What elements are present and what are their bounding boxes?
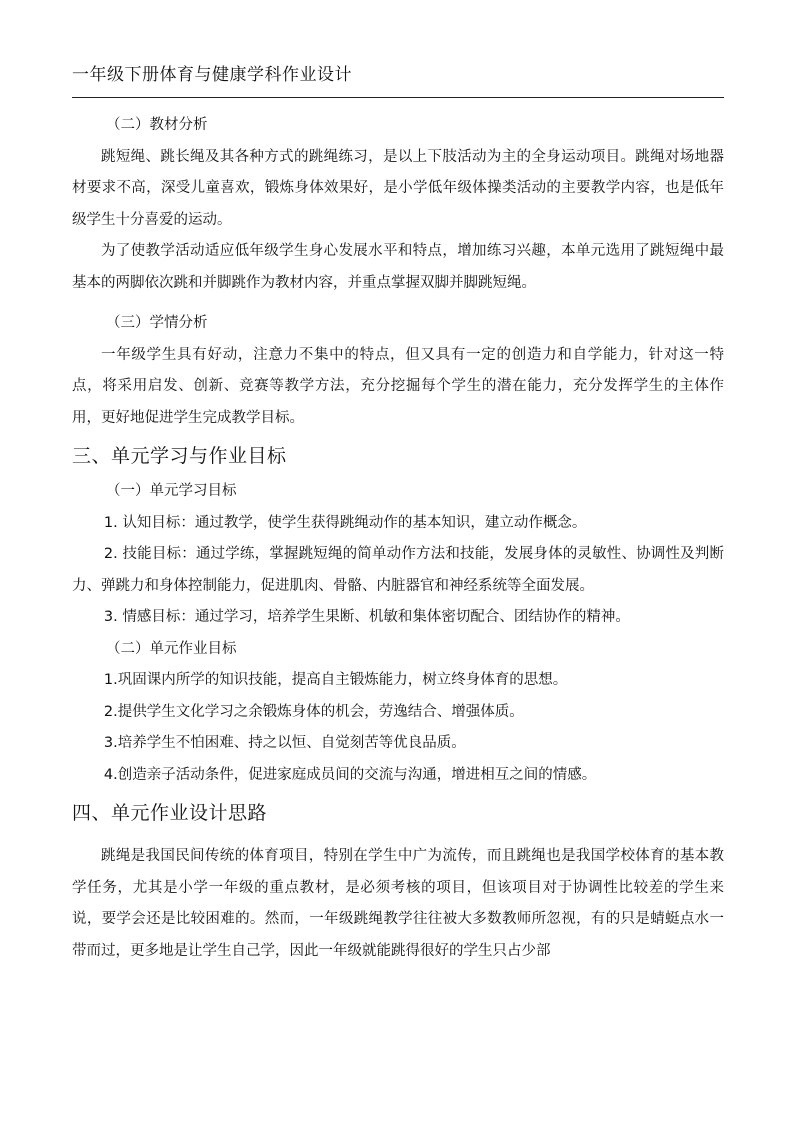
paragraph-design-1: 跳绳是我国民间传统的体育项目，特别在学生中广为流传，而且跳绳也是我国学校体育的基本教学任务，尤其是小学一年级的重点教材，是必须考核的项目，但该项目对于协调性比较差的学生来说，要学会还是比较困难的。然而，一年级跳绳教学往往被大多数教师所忽视，有的只是蜻蜓点水一带而过，更多地是让学生自己学，因此一年级就能跳得很好的学生只占少部	[72, 848, 724, 959]
paragraph-textbook-2: 为了使教学活动适应低年级学生身心发展水平和特点，增加练习兴趣，本单元选用了跳短绳中最基本的两脚依次跳和并脚跳作为教材内容，并重点掌握双脚并脚跳短绳。	[72, 243, 724, 291]
paragraph-textbook-1: 跳短绳、跳长绳及其各种方式的跳绳练习，是以上下肢活动为主的全身运动项目。跳绳对场地器材要求不高，深受儿童喜欢，锻炼身体效果好，是小学低年级体操类活动的主要教学内容，也是低年级学生十分喜爱的运动。	[72, 148, 724, 228]
section-heading-unit-goals: 三、单元学习与作业目标	[72, 445, 287, 467]
document-body	[72, 110, 724, 967]
learning-goal-item: 2. 技能目标：通过学练，掌握跳短绳的简单动作方法和技能，发展身体的灵敏性、协调性及判断力、弹跳力和身体控制能力，促进肌肉、骨骼、内脏器官和神经系统等全面发展。	[72, 546, 724, 594]
homework-goal-item: 1.巩固课内所学的知识技能，提高自主锻炼能力，树立终身体育的思想。	[103, 672, 568, 688]
subheading-learning-goals: （一）单元学习目标	[106, 483, 237, 499]
section-heading-design-ideas: 四、单元作业设计思路	[72, 802, 268, 824]
header-rule	[72, 97, 724, 98]
learning-goal-item: 3. 情感目标：通过学习，培养学生果断、机敏和集体密切配合、团结协作的精神。	[103, 609, 630, 625]
section-heading-learner-analysis: （三）学情分析	[106, 315, 208, 331]
paragraph-learner-1: 一年级学生具有好动，注意力不集中的特点，但又具有一定的创造力和自学能力，针对这一特点，将采用启发、创新、竞赛等教学方法，充分挖掘每个学生的潜在能力，充分发挥学生的主体作用，更好地促进学生完成教学目标。	[72, 346, 724, 426]
subheading-homework-goals: （二）单元作业目标	[106, 640, 237, 657]
homework-goal-item: 3.培养学生不怕困难、持之以恒、自觉刻苦等优良品质。	[103, 735, 466, 751]
section-heading-textbook-analysis: （二）教材分析	[106, 117, 208, 133]
homework-goal-item: 2.提供学生文化学习之余锻炼身体的机会，劳逸结合、增强体质。	[103, 703, 524, 720]
page-header-title: 一年级下册体育与健康学科作业设计	[72, 65, 352, 85]
homework-goal-item: 4.创造亲子活动条件，促进家庭成员间的交流与沟通，增进相互之间的情感。	[103, 766, 597, 783]
learning-goal-item: 1. 认知目标：通过教学，使学生获得跳绳动作的基本知识，建立动作概念。	[103, 514, 587, 531]
